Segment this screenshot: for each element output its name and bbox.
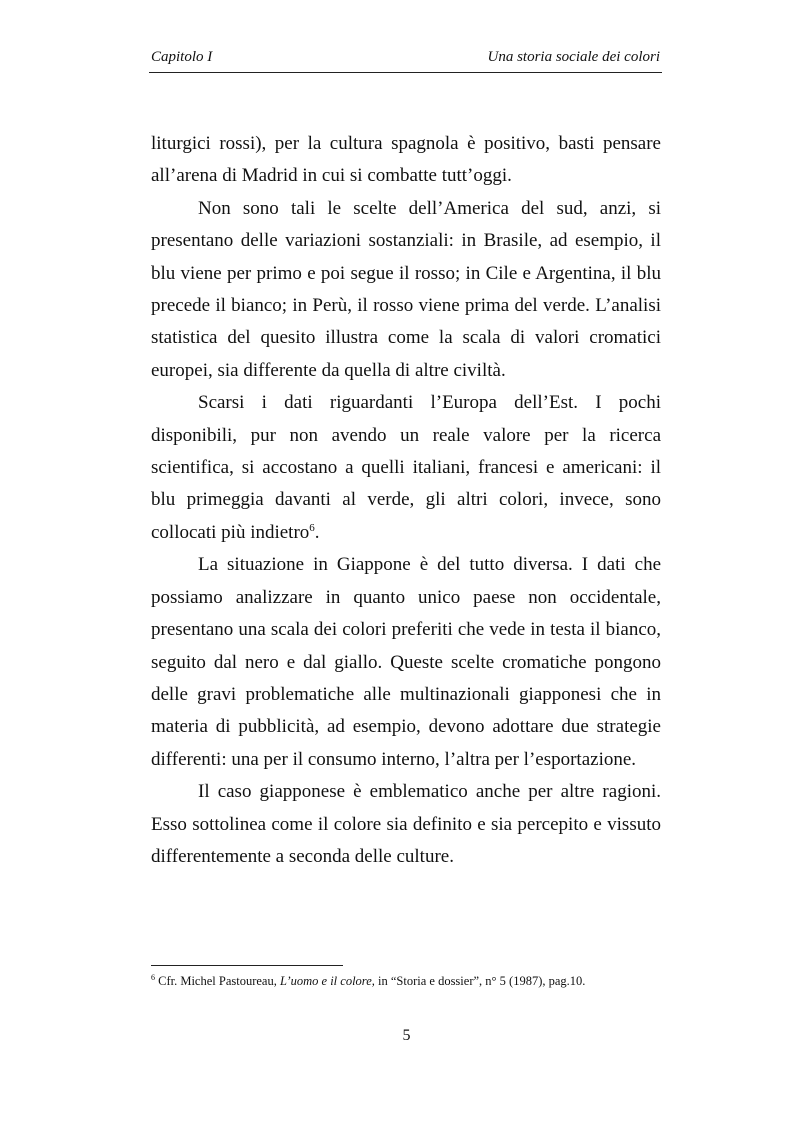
footnote-reference[interactable]: 6 xyxy=(309,521,315,534)
running-header xyxy=(149,47,662,71)
paragraph-5: Il caso giapponese è emblematico anche per altre ragioni. Esso sottolinea come il colore sia definito e sia percepito e vissuto differentemente a seconda delle culture. xyxy=(151,781,661,867)
footnote-suffix: in “Storia e dossier”, n° 5 (1987), pag.10. xyxy=(374,974,586,988)
footnote-prefix: Cfr. Michel Pastoureau, xyxy=(158,974,280,988)
paragraph-2: Non sono tali le scelte dell’America del sud, anzi, si presentano delle variazioni sostanziali: in Brasile, ad esempio, il blu viene per primo e poi segue il rosso; in Cile e Argentina, il blu precede il bianco; in Perù, il rosso viene prima del verde. L’analisi statistica del quesito illustra come la scala di valori cromatici europei, sia differente da quella di altre civiltà. xyxy=(151,197,661,381)
page-number: 5 xyxy=(402,1027,411,1044)
paragraph-4: La situazione in Giappone è del tutto diversa. I dati che possiamo analizzare in quanto unico paese non occidentale, presentano una scala dei colori preferiti che vede in testa il bianco, seguito dal nero e dal giallo. Queste scelte cromatiche pongono delle gravi problematiche alle multinazionali giapponesi che in materia di pubblicità, ad esempio, devono adottare due strategie differenti: una per il consumo interno, l’altra per l’esportazione. xyxy=(151,554,661,770)
paragraph-3-period: . xyxy=(314,521,320,543)
footnote-rule xyxy=(151,965,343,966)
header-rule xyxy=(149,72,662,73)
footnote xyxy=(151,973,671,990)
footnote-number: 6 xyxy=(151,973,155,982)
chapter-title: Una storia sociale dei colori xyxy=(487,49,660,65)
body-text xyxy=(151,128,661,873)
paragraph-3-text: Scarsi i dati riguardanti l’Europa dell’Est. I pochi disponibili, pur non avendo un reale valore per la ricerca scientifica, si accostano a quelli italiani, francesi e americani: il blu primeggia davanti al verde, gli altri colori, invece, sono collocati più indietro xyxy=(151,392,661,543)
chapter-label: Capitolo I xyxy=(151,49,213,65)
paragraph-1: liturgici rossi), per la cultura spagnola è positivo, basti pensare all’arena di Madrid in cui si combatte tutt’oggi. xyxy=(151,133,661,187)
paragraph-3 xyxy=(151,387,661,549)
footnote-work-title: L’uomo e il colore, xyxy=(279,974,375,988)
